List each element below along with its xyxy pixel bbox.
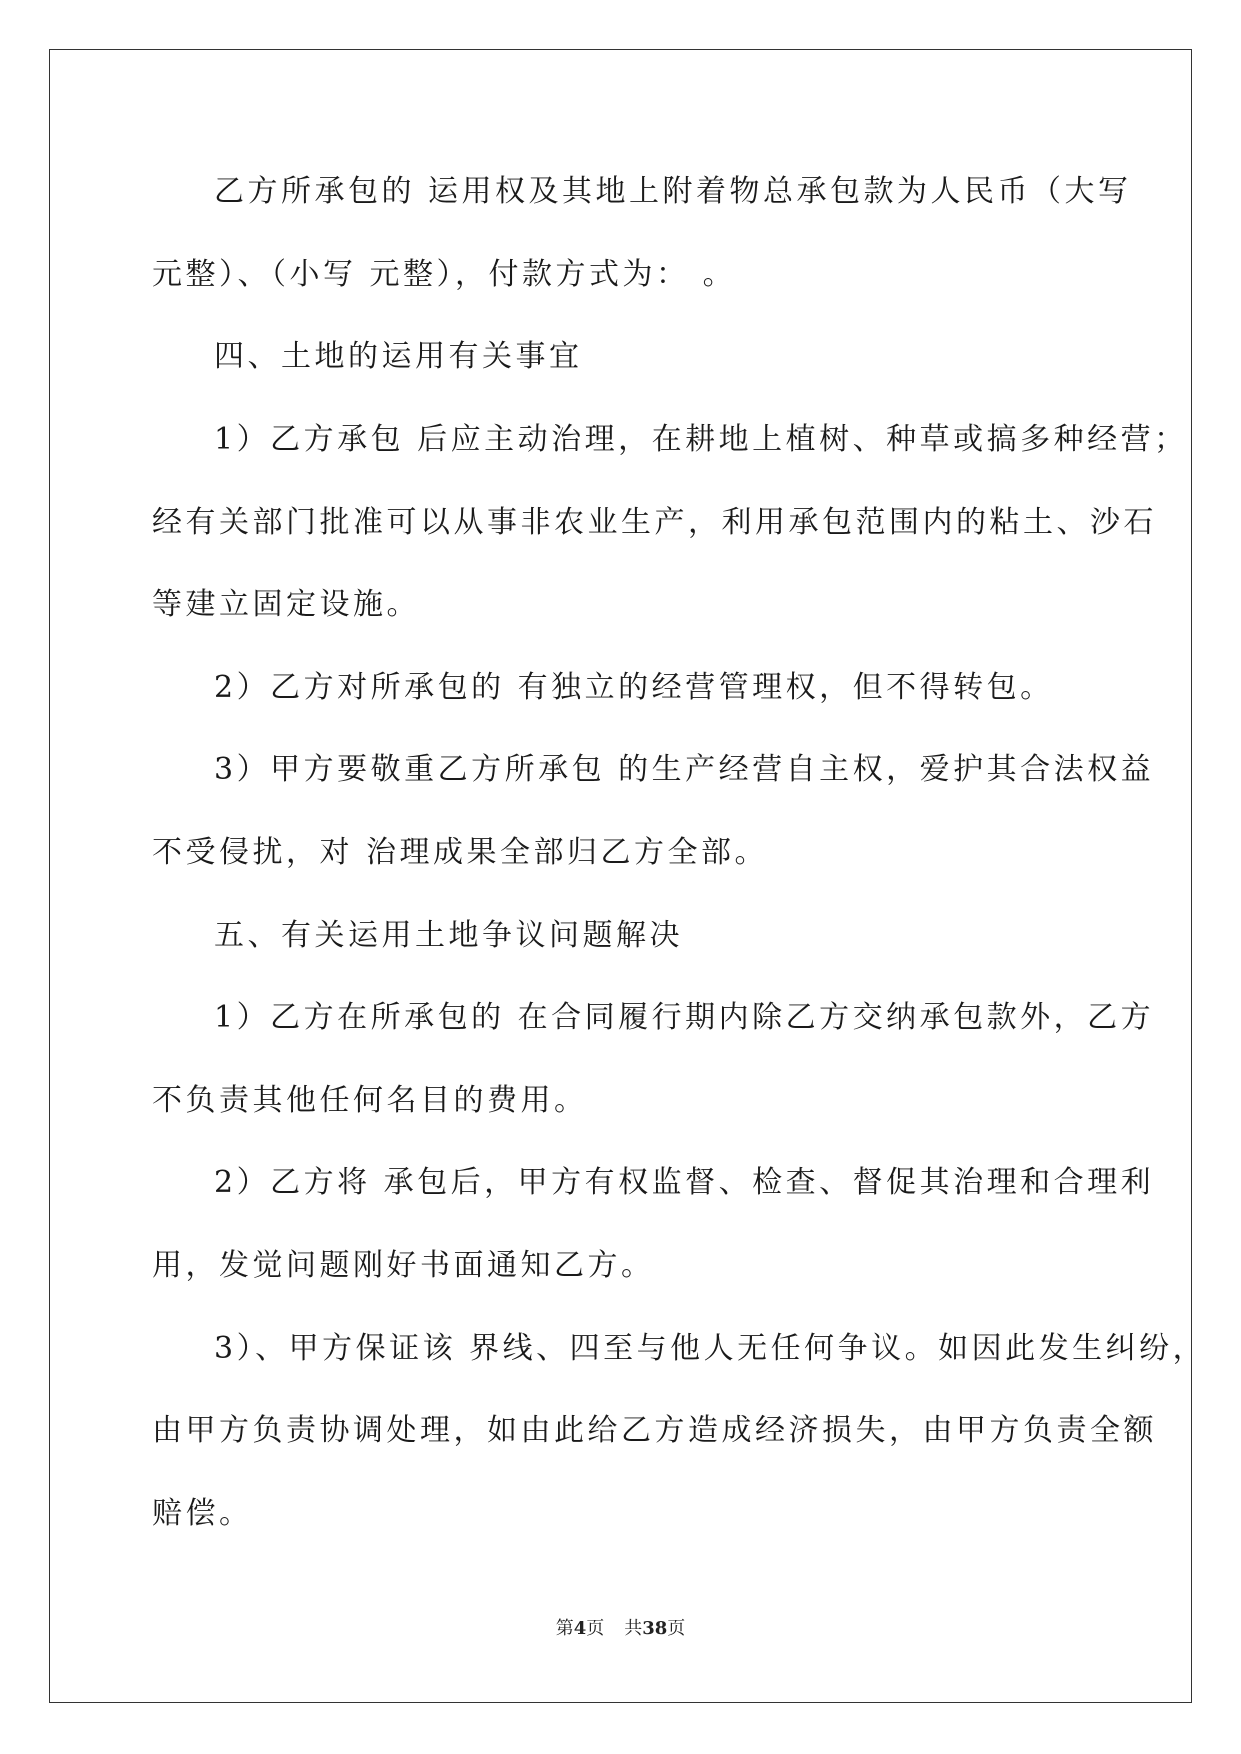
- paragraph-line: 由甲方负责协调处理，如由此给乙方造成经济损失，由甲方负责全额: [152, 1413, 1157, 1448]
- paragraph-line: 乙方所承包的 运用权及其地上附着物总承包款为人民币（大写: [214, 174, 1132, 209]
- paragraph-line: 3）甲方要敬重乙方所承包 的生产经营自主权，爱护其合法权益: [214, 752, 1155, 787]
- paragraph-line: 1）乙方在所承包的 在合同履行期内除乙方交纳承包款外，乙方: [214, 1000, 1155, 1035]
- paragraph-line: 1）乙方承包 后应主动治理，在耕地上植树、种草或搞多种经营；: [214, 422, 1188, 457]
- page-border: [49, 49, 1192, 1703]
- paragraph-line: 元整）、（小写 元整），付款方式为： 。: [152, 257, 737, 292]
- section-heading: 四、土地的运用有关事宜: [214, 339, 583, 374]
- paragraph-line: 2）乙方对所承包的 有独立的经营管理权，但不得转包。: [214, 670, 1054, 705]
- paragraph-line: 等建立固定设施。: [152, 587, 420, 622]
- paragraph-line: 用，发觉问题刚好书面通知乙方。: [152, 1248, 655, 1283]
- paragraph-line: 赔偿。: [152, 1496, 253, 1531]
- total-pages: 38: [642, 1618, 668, 1639]
- page-footer: [0, 1617, 1241, 1641]
- page-suffix: 页: [586, 1618, 605, 1639]
- paragraph-line: 2）乙方将 承包后，甲方有权监督、检查、督促其治理和合理利: [214, 1165, 1155, 1200]
- paragraph-line: 3）、甲方保证该 界线、四至与他人无任何争议。如因此发生纠纷，: [214, 1331, 1207, 1366]
- total-prefix: 共: [624, 1618, 643, 1639]
- total-suffix: 页: [667, 1618, 686, 1639]
- paragraph-line: 不负责其他任何名目的费用。: [152, 1083, 588, 1118]
- page-number: 4: [573, 1618, 587, 1639]
- paragraph-line: 经有关部门批准可以从事非农业生产，利用承包范围内的粘土、沙石: [152, 505, 1157, 540]
- section-heading: 五、有关运用土地争议问题解决: [214, 918, 683, 953]
- paragraph-line: 不受侵扰，对 治理成果全部归乙方全部。: [152, 835, 769, 870]
- page-prefix: 第: [555, 1618, 574, 1639]
